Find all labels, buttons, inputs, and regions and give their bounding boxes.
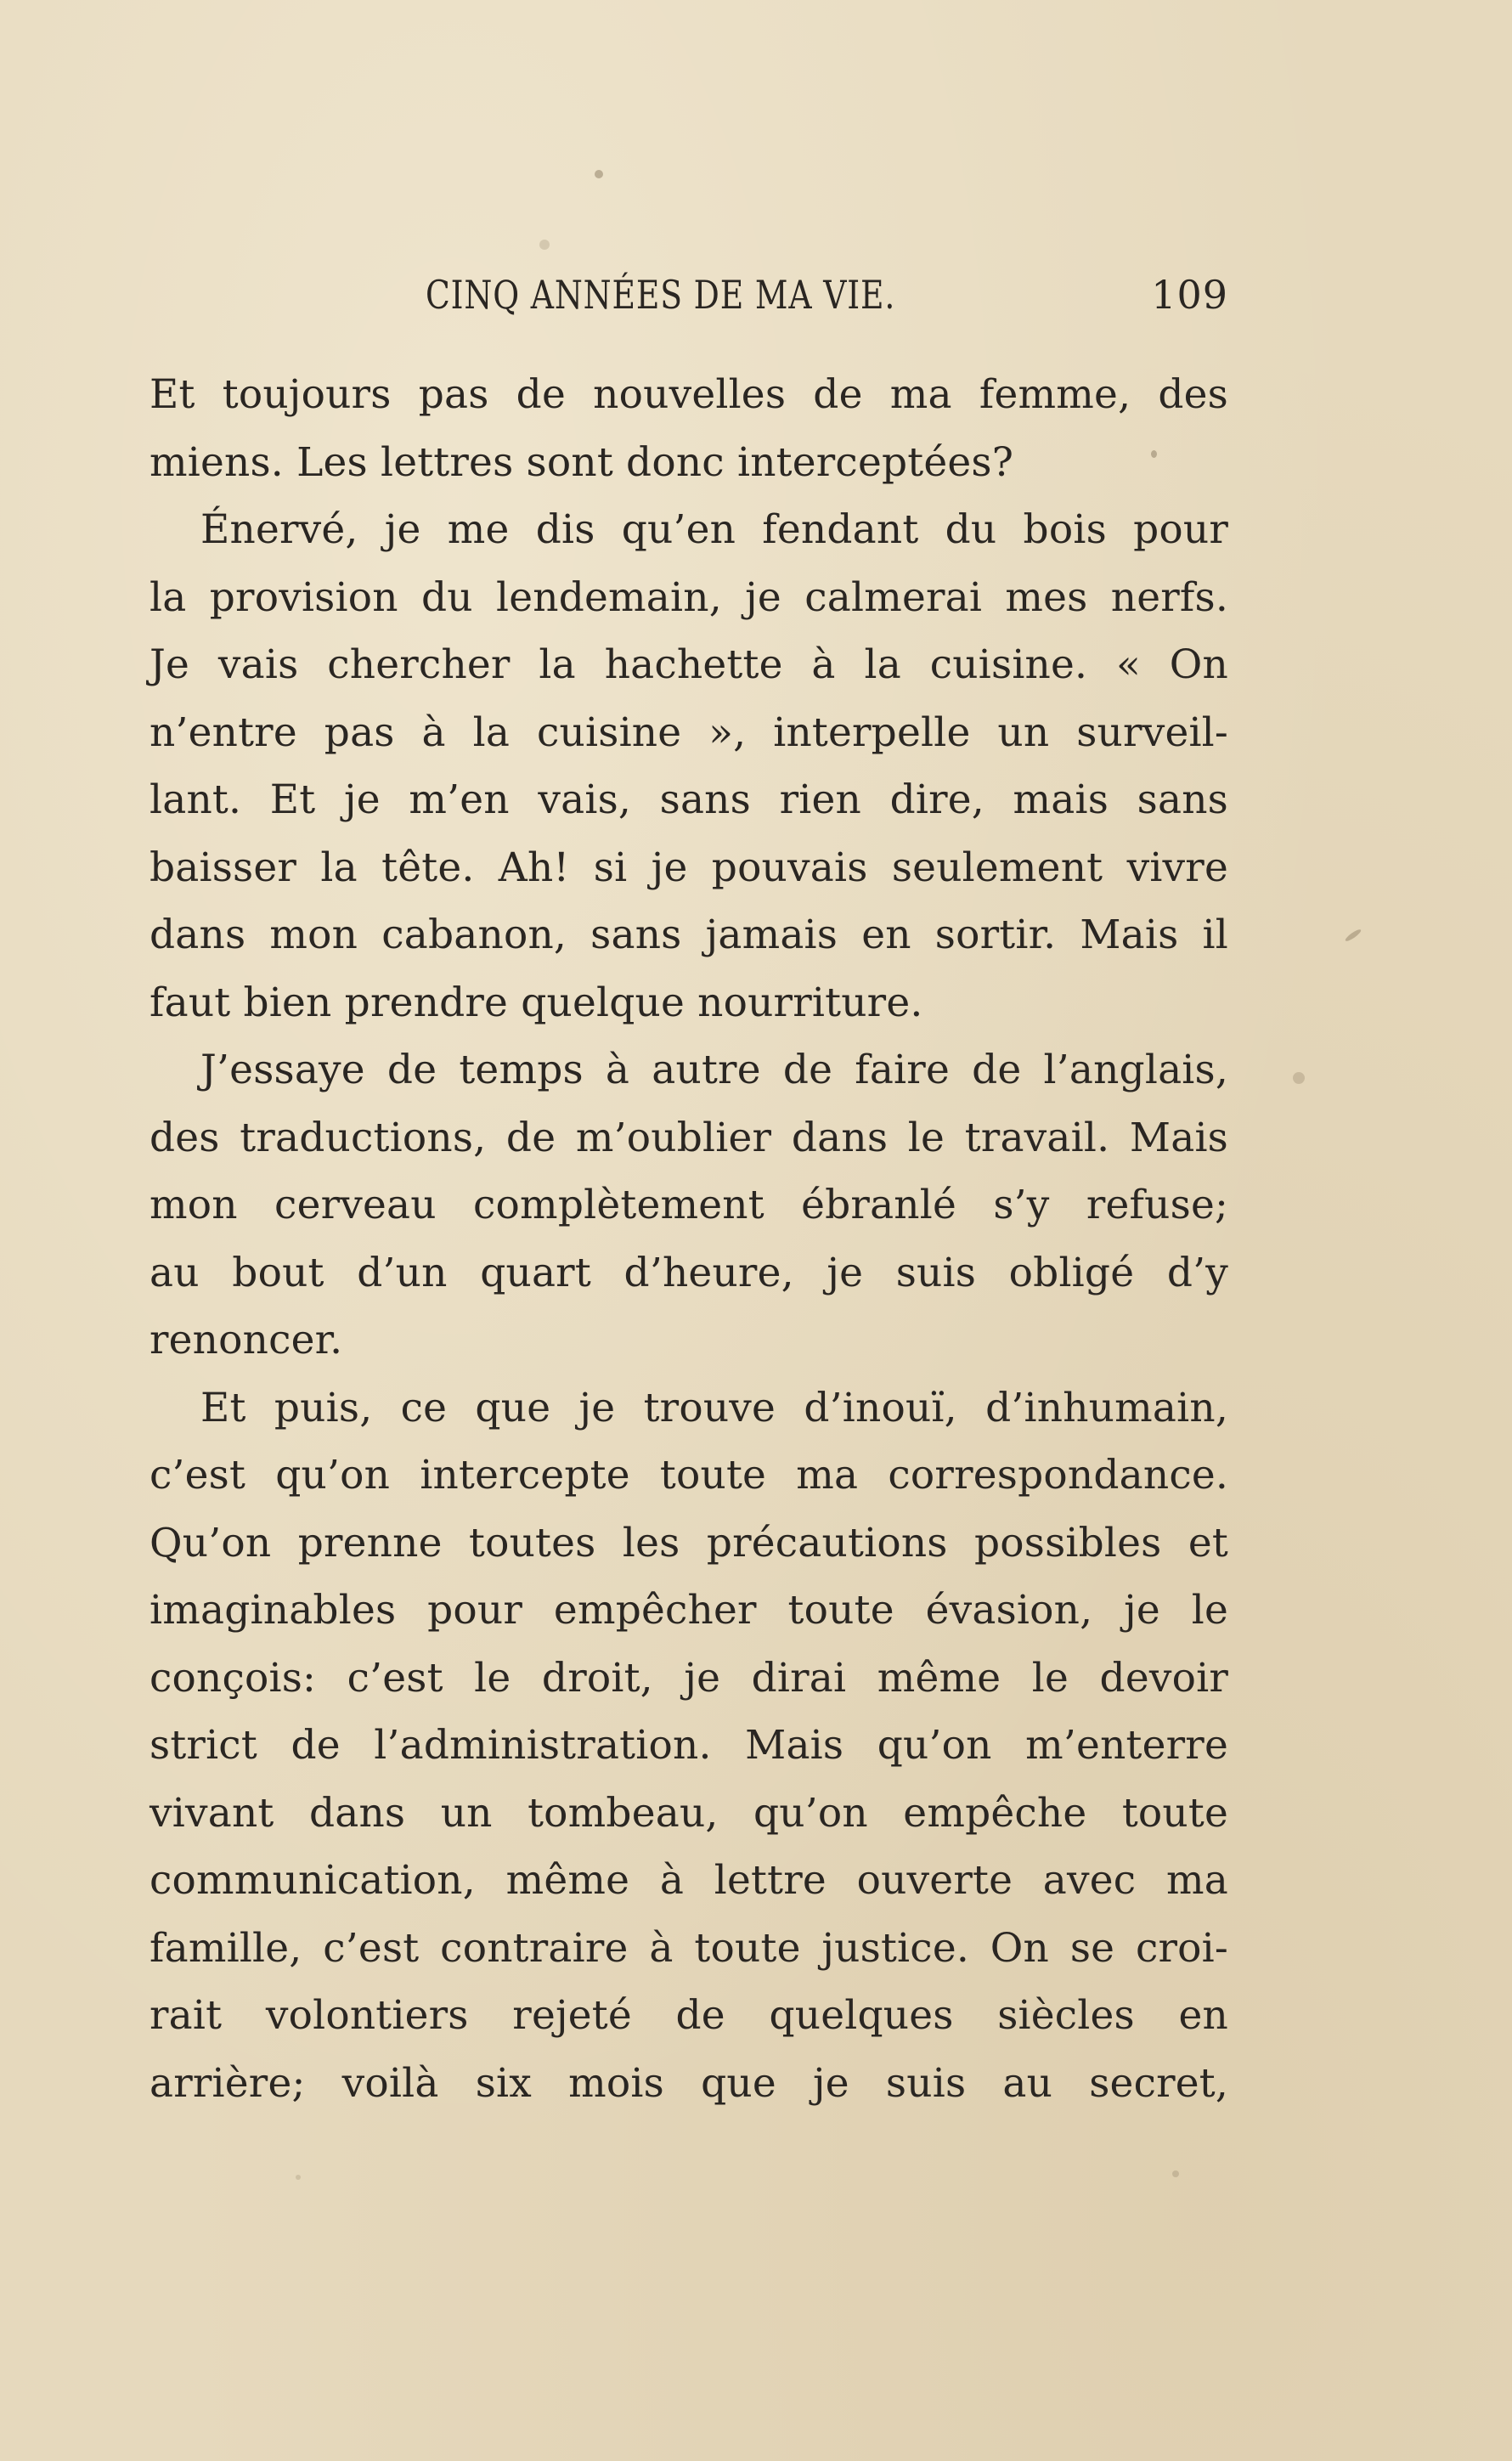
paper-speck	[1293, 1072, 1305, 1084]
text-line: communication, même à lettre ouverte avec ma	[150, 1857, 1228, 1904]
text-line: faut bien prendre quelque nourriture.	[150, 979, 923, 1026]
text-line: baisser la tête. Ah! si je pouvais seulement vivre	[150, 844, 1228, 891]
text-line: J’essaye de temps à autre de faire de l’anglais,	[200, 1047, 1228, 1093]
text-line: mon cerveau complètement ébranlé s’y refuse;	[150, 1182, 1228, 1228]
paper-speck	[1172, 2170, 1179, 2177]
body-text	[150, 361, 1228, 2117]
text-line: c’est qu’on intercepte toute ma correspondance.	[150, 1452, 1228, 1499]
text-line: famille, c’est contraire à toute justice. On se croi-	[150, 1924, 1228, 1972]
text-line: des traductions, de m’oublier dans le travail. Mais	[150, 1114, 1228, 1161]
text-line: Je vais chercher la hachette à la cuisine. « On	[150, 641, 1228, 688]
paper-speck	[1151, 450, 1157, 458]
paper-speck	[595, 170, 603, 178]
text-line: renoncer.	[150, 1317, 343, 1363]
text-line: Et puis, ce que je trouve d’inouï, d’inhumain,	[200, 1384, 1228, 1431]
text-line: rait volontiers rejeté de quelques siècles en	[150, 1992, 1228, 2039]
text-line: dans mon cabanon, sans jamais en sortir. Mais il	[150, 912, 1228, 958]
text-line: n’entre pas à la cuisine », interpelle un surveil-	[150, 708, 1228, 756]
page-number: 109	[1151, 272, 1228, 318]
text-line: au bout d’un quart d’heure, je suis obligé d’y	[150, 1249, 1228, 1296]
text-line: vivant dans un tombeau, qu’on empêche toute	[150, 1789, 1228, 1837]
page-header	[150, 272, 1228, 331]
running-title: CINQ ANNÉES DE MA VIE.	[426, 272, 896, 318]
paper-speck	[1344, 928, 1362, 943]
text-line: Qu’on prenne toutes les précautions possibles et	[150, 1519, 1228, 1566]
text-line: conçois: c’est le droit, je dirai même le devoir	[150, 1654, 1228, 1702]
text-line: miens. Les lettres sont donc interceptées?	[150, 438, 1014, 486]
text-line: Énervé, je me dis qu’en fendant du bois pour	[200, 506, 1228, 553]
text-line: Et toujours pas de nouvelles de ma femme, des	[150, 371, 1228, 418]
paper-speck	[539, 240, 550, 250]
text-line: arrière; voilà six mois que je suis au secret,	[150, 2059, 1228, 2107]
text-line: la provision du lendemain, je calmerai mes nerfs.	[150, 573, 1228, 621]
text-line: lant. Et je m’en vais, sans rien dire, mais sans	[150, 776, 1228, 823]
paper-speck	[296, 2175, 301, 2180]
text-line: strict de l’administration. Mais qu’on m’enterre	[150, 1722, 1228, 1769]
text-line: imaginables pour empêcher toute évasion, je le	[150, 1587, 1228, 1634]
